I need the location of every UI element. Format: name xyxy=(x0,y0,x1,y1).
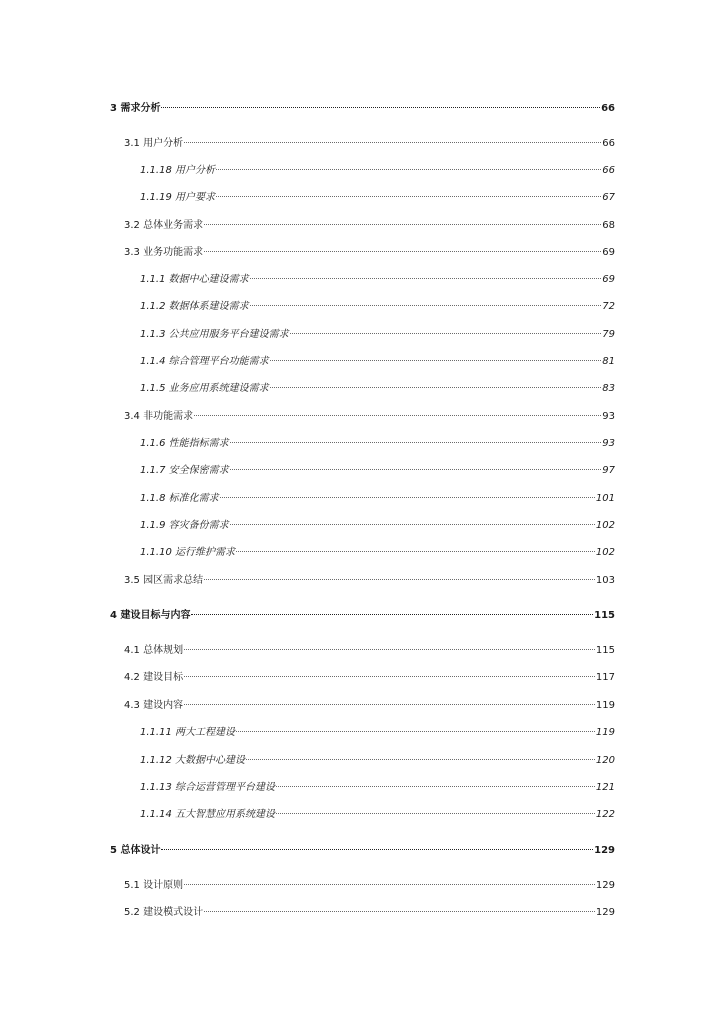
toc-dot-leader xyxy=(161,849,593,850)
toc-entry-page-number: 68 xyxy=(602,220,615,231)
toc-dot-leader xyxy=(204,251,601,252)
toc-entry-page-number: 122 xyxy=(595,809,615,820)
toc-entry-page-number: 129 xyxy=(595,907,615,918)
toc-entry-title: 5 总体设计 xyxy=(110,845,161,856)
toc-entry-title: 4.2 建设目标 xyxy=(124,672,184,683)
toc-entry[interactable] xyxy=(140,807,615,823)
toc-dot-leader xyxy=(184,142,601,143)
toc-entry-title: 3.2 总体业务需求 xyxy=(124,220,204,231)
toc-entry-page-number: 120 xyxy=(595,755,615,766)
toc-dot-leader xyxy=(290,333,602,334)
toc-dot-leader xyxy=(204,579,595,580)
toc-entry[interactable] xyxy=(140,780,615,796)
toc-entry-title: 1.1.9 容灾备份需求 xyxy=(140,520,229,531)
toc-entry-title: 3.1 用户分析 xyxy=(124,138,184,149)
toc-entry[interactable] xyxy=(124,245,615,261)
toc-dot-leader xyxy=(250,305,602,306)
toc-entry-page-number: 102 xyxy=(595,547,615,558)
toc-entry-title: 5.1 设计原则 xyxy=(124,880,184,891)
toc-dot-leader xyxy=(270,360,602,361)
toc-entry-page-number: 121 xyxy=(595,782,615,793)
toc-entry-page-number: 93 xyxy=(602,438,615,449)
toc-entry-page-number: 115 xyxy=(594,610,615,621)
toc-entry-title: 1.1.5 业务应用系统建设需求 xyxy=(140,383,269,394)
toc-dot-leader xyxy=(184,676,595,677)
toc-entry-title: 1.1.1 数据中心建设需求 xyxy=(140,274,249,285)
toc-entry-page-number: 129 xyxy=(595,880,615,891)
toc-entry-title: 1.1.10 运行维护需求 xyxy=(140,547,235,558)
toc-entry-title: 3.5 园区需求总结 xyxy=(124,575,204,586)
toc-entry[interactable] xyxy=(140,491,615,507)
toc-entry-title: 5.2 建设模式设计 xyxy=(124,907,204,918)
toc-dot-leader xyxy=(184,884,595,885)
toc-entry[interactable] xyxy=(140,436,615,452)
toc-entry-page-number: 79 xyxy=(602,329,615,340)
toc-entry-page-number: 66 xyxy=(602,138,615,149)
toc-entry-page-number: 67 xyxy=(602,192,615,203)
toc-dot-leader xyxy=(216,196,601,197)
toc-entry[interactable] xyxy=(124,643,615,659)
toc-entry-page-number: 72 xyxy=(602,301,615,312)
toc-entry[interactable] xyxy=(124,573,615,589)
toc-entry-page-number: 69 xyxy=(602,247,615,258)
toc-entry[interactable] xyxy=(140,753,615,769)
toc-entry-page-number: 117 xyxy=(595,672,615,683)
toc-entry[interactable] xyxy=(140,518,615,534)
toc-entry[interactable] xyxy=(140,463,615,479)
toc-entry-page-number: 69 xyxy=(602,274,615,285)
toc-dot-leader xyxy=(236,551,595,552)
toc-entry[interactable] xyxy=(140,725,615,741)
toc-entry-title: 1.1.19 用户要求 xyxy=(140,192,215,203)
toc-dot-leader xyxy=(204,224,601,225)
toc-entry-page-number: 81 xyxy=(602,356,615,367)
toc-entry-page-number: 129 xyxy=(594,845,615,856)
toc-dot-leader xyxy=(230,469,602,470)
toc-dot-leader xyxy=(250,278,602,279)
toc-entry-page-number: 97 xyxy=(602,465,615,476)
toc-dot-leader xyxy=(230,524,595,525)
toc-entry-title: 3 需求分析 xyxy=(110,103,161,114)
toc-entry[interactable] xyxy=(140,163,615,179)
toc-entry[interactable] xyxy=(124,878,615,894)
toc-entry-title: 1.1.7 安全保密需求 xyxy=(140,465,229,476)
toc-entry[interactable] xyxy=(140,354,615,370)
toc-entry[interactable] xyxy=(124,409,615,425)
toc-entry[interactable] xyxy=(110,101,615,117)
toc-entry-title: 3.4 非功能需求 xyxy=(124,411,194,422)
toc-entry-page-number: 66 xyxy=(602,165,615,176)
toc-entry[interactable] xyxy=(140,299,615,315)
toc-dot-leader xyxy=(276,813,595,814)
toc-entry-page-number: 93 xyxy=(602,411,615,422)
toc-dot-leader xyxy=(276,786,595,787)
toc-entry-title: 1.1.11 两大工程建设 xyxy=(140,727,235,738)
toc-dot-leader xyxy=(230,442,602,443)
toc-entry-page-number: 119 xyxy=(595,727,615,738)
toc-entry[interactable] xyxy=(124,698,615,714)
toc-entry-title: 1.1.8 标准化需求 xyxy=(140,493,219,504)
toc-dot-leader xyxy=(194,415,601,416)
toc-dot-leader xyxy=(161,107,600,108)
toc-entry-page-number: 83 xyxy=(602,383,615,394)
toc-entry-title: 1.1.4 综合管理平台功能需求 xyxy=(140,356,269,367)
toc-entry[interactable] xyxy=(124,218,615,234)
toc-dot-leader xyxy=(184,704,595,705)
toc-entry[interactable] xyxy=(110,843,615,859)
toc-entry-title: 1.1.2 数据体系建设需求 xyxy=(140,301,249,312)
toc-dot-leader xyxy=(236,731,595,732)
toc-entry-title: 1.1.18 用户分析 xyxy=(140,165,215,176)
toc-entry-title: 1.1.6 性能指标需求 xyxy=(140,438,229,449)
toc-dot-leader xyxy=(246,759,595,760)
toc-entry-title: 4 建设目标与内容 xyxy=(110,610,191,621)
toc-entry-title: 3.3 业务功能需求 xyxy=(124,247,204,258)
toc-entry[interactable] xyxy=(140,545,615,561)
toc-entry-page-number: 102 xyxy=(595,520,615,531)
toc-entry-title: 1.1.13 综合运营管理平台建设 xyxy=(140,782,275,793)
toc-entry-title: 1.1.3 公共应用服务平台建设需求 xyxy=(140,329,289,340)
toc-entry[interactable] xyxy=(110,608,615,624)
toc-entry-page-number: 115 xyxy=(595,645,615,656)
toc-entry-title: 4.1 总体规划 xyxy=(124,645,184,656)
toc-dot-leader xyxy=(191,614,593,615)
toc-dot-leader xyxy=(216,169,601,170)
toc-dot-leader xyxy=(184,649,595,650)
toc-entry[interactable] xyxy=(124,905,615,921)
toc-dot-leader xyxy=(270,387,602,388)
toc-entry-page-number: 119 xyxy=(595,700,615,711)
toc-entry-title: 1.1.12 大数据中心建设 xyxy=(140,755,245,766)
toc-dot-leader xyxy=(220,497,595,498)
toc-entry[interactable] xyxy=(124,670,615,686)
toc-entry[interactable] xyxy=(140,381,615,397)
toc-entry-page-number: 66 xyxy=(601,103,615,114)
toc-entry-title: 1.1.14 五大智慧应用系统建设 xyxy=(140,809,275,820)
toc-entry[interactable] xyxy=(140,272,615,288)
toc-entry[interactable] xyxy=(140,190,615,206)
toc-entry-title: 4.3 建设内容 xyxy=(124,700,184,711)
toc-entry[interactable] xyxy=(140,327,615,343)
toc-entry-page-number: 101 xyxy=(595,493,615,504)
toc-dot-leader xyxy=(204,911,595,912)
toc-entry-page-number: 103 xyxy=(595,575,615,586)
toc-entry[interactable] xyxy=(124,136,615,152)
